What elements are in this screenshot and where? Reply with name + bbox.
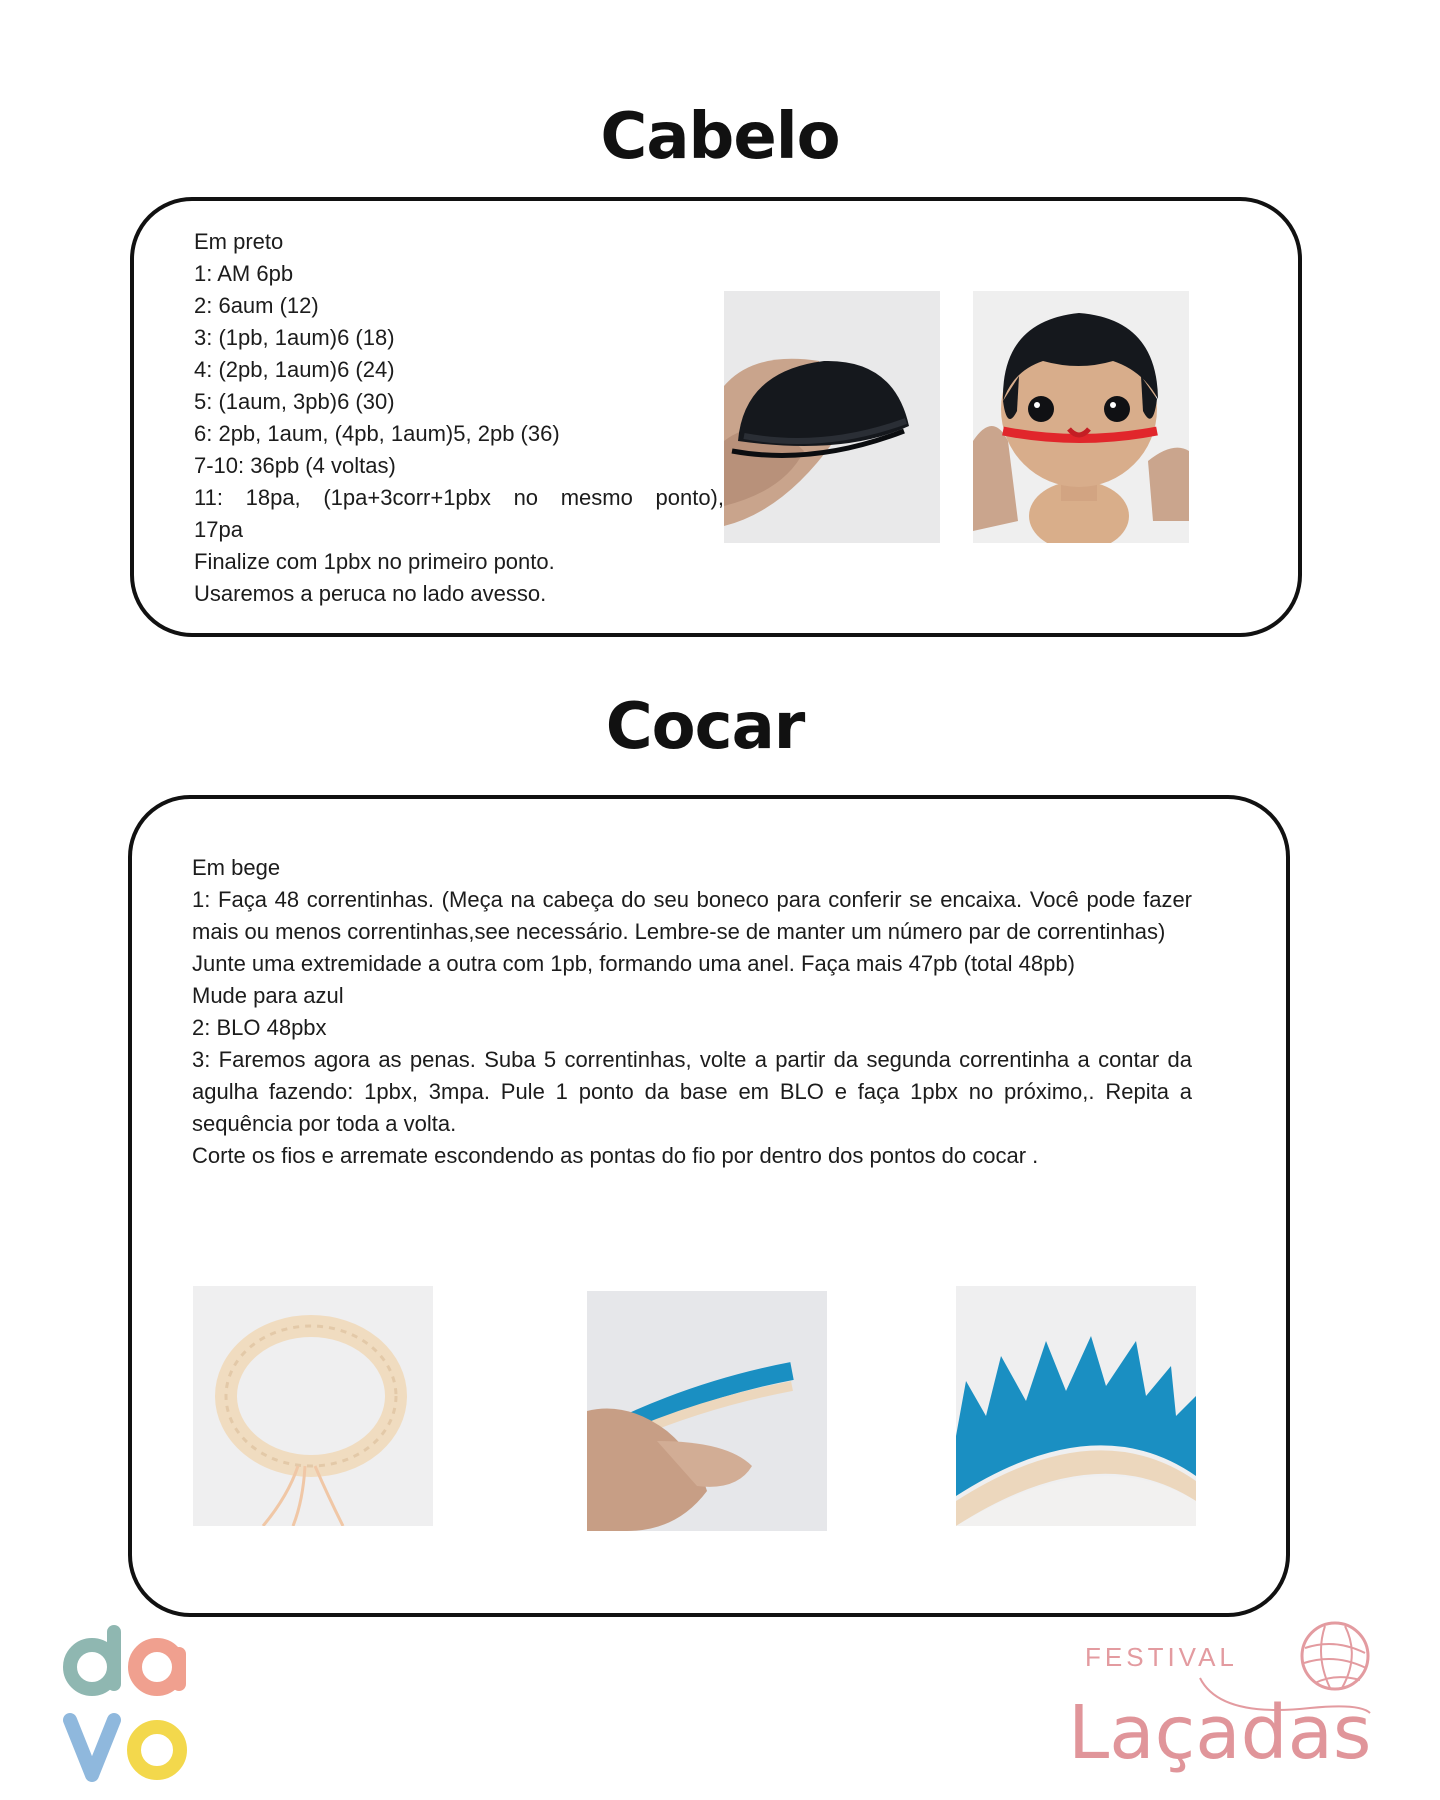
instruction-line: 1: Faça 48 correntinhas. (Meça na cabeça do seu boneco para conferir se encaixa. Você pode fazer mais ou menos correntinhas,see necessário. Lembre-se de manter um número par de correntinhas) — [192, 887, 1192, 944]
instruction-line: 2: 6aum (12) — [194, 293, 319, 318]
instruction-line: 6: 2pb, 1aum, (4pb, 1aum)5, 2pb (36) — [194, 421, 560, 446]
section-title-cabelo: Cabelo — [600, 100, 840, 174]
instruction-line: 3: (1pb, 1aum)6 (18) — [194, 325, 395, 350]
cabelo-instructions — [194, 226, 724, 610]
doll-head-with-wig-photo — [973, 291, 1189, 543]
instruction-line: Mude para azul — [192, 983, 344, 1008]
instruction-line: 7-10: 36pb (4 voltas) — [194, 453, 396, 478]
beige-ring-photo — [193, 1286, 433, 1526]
davo-logo — [62, 1625, 192, 1795]
instruction-line: 4: (2pb, 1aum)6 (24) — [194, 357, 395, 382]
instruction-line: Em bege — [192, 855, 281, 880]
black-crochet-cap-photo — [724, 291, 940, 543]
instruction-line: Usaremos a peruca no lado avesso. — [194, 581, 547, 606]
instruction-line: Finalize com 1pbx no primeiro ponto. — [194, 549, 555, 574]
feather-crown-photo — [956, 1286, 1196, 1526]
blue-edge-ring-photo — [587, 1291, 827, 1531]
instruction-line: Junte uma extremidade a outra com 1pb, formando uma anel. Faça mais 47pb (total 48pb) — [192, 951, 1075, 976]
instruction-line: 17pa — [194, 517, 243, 542]
cabelo-card — [130, 197, 1302, 637]
instruction-line: 2: BLO 48pbx — [192, 1015, 327, 1040]
lacadas-wordmark: Laçadas — [1068, 1690, 1372, 1776]
section-title-cocar: Cocar — [605, 690, 805, 764]
festival-label: FESTIVAL — [1085, 1642, 1238, 1672]
festival-lacadas-logo — [1060, 1618, 1390, 1788]
instruction-line: 11: 18pa, (1pa+3corr+1pbx no mesmo ponto), — [194, 485, 724, 510]
instruction-line: 5: (1aum, 3pb)6 (30) — [194, 389, 395, 414]
cocar-instructions — [192, 852, 1192, 1172]
cocar-card — [128, 795, 1290, 1617]
instruction-line: Corte os fios e arremate escondendo as pontas do fio por dentro dos pontos do cocar . — [192, 1143, 1039, 1168]
instruction-line: 1: AM 6pb — [194, 261, 294, 286]
instruction-line: Em preto — [194, 229, 284, 254]
instruction-line: 3: Faremos agora as penas. Suba 5 correntinhas, volte a partir da segunda correntinha a contar da agulha fazendo: 1pbx, 3mpa. Pule 1 ponto da base em BLO e faça 1pbx no próximo,. Repita a sequência por toda a volta. — [192, 1047, 1192, 1136]
